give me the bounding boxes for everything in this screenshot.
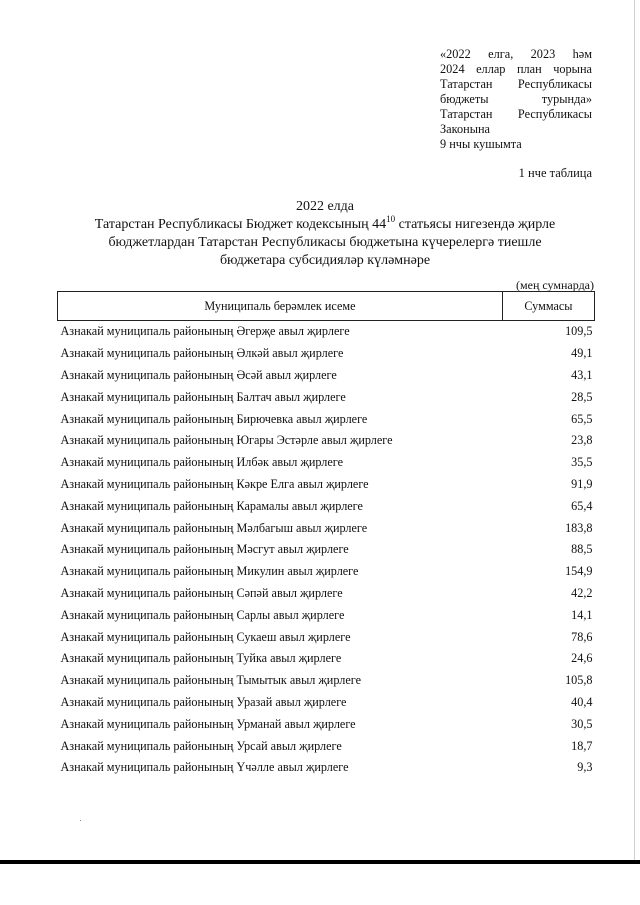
table-row [58, 321, 595, 343]
table-row [58, 648, 595, 670]
table-row [58, 386, 595, 408]
annex-line-3 [440, 77, 592, 92]
row-sum: 28,5 [571, 389, 593, 404]
header-sum: Суммасы [502, 292, 594, 321]
title-superscript: 10 [386, 214, 396, 224]
row-sum: 35,5 [571, 455, 593, 470]
table-header-row [58, 292, 595, 321]
unit-note: (мең сумнарда) [516, 278, 594, 292]
annex-word: һәм [572, 47, 592, 61]
row-name: Азнакай муниципаль районының Үчәлле авыл җирлеге [60, 760, 349, 775]
annex-line-4 [440, 92, 592, 107]
annex-word: еллар [476, 62, 506, 76]
row-sum: 42,2 [571, 585, 593, 600]
table-row [58, 713, 595, 735]
row-name: Азнакай муниципаль районының Кәкре Елга авыл җирлеге [60, 476, 369, 491]
row-name: Азнакай муниципаль районының Бирючевка авыл җирлеге [60, 411, 368, 426]
document-title [70, 198, 580, 270]
table-row [58, 517, 595, 539]
row-name: Азнакай муниципаль районының Сукаеш авыл җирлеге [60, 629, 351, 644]
annex-line-6: Законына [440, 122, 490, 136]
row-name: Азнакай муниципаль районының Уразай авыл җирлеге [60, 694, 347, 709]
row-name: Азнакай муниципаль районының Мәлбагыш авыл җирлеге [60, 520, 368, 535]
row-sum: 183,8 [565, 520, 593, 535]
scan-edge-line [634, 0, 635, 860]
row-sum: 23,8 [571, 433, 593, 448]
row-name: Азнакай муниципаль районының Балтач авыл җирлеге [60, 389, 346, 404]
table-row [58, 343, 595, 365]
annex-word: турында» [541, 92, 592, 106]
title-line-2-end: статьясы нигезендә җирле [395, 217, 556, 232]
title-line-3: бюджетлардан Татарстан Республикасы бюджетына күчерелергә тиешле [108, 235, 542, 250]
annex-word: Республикасы [517, 77, 592, 91]
table-row [58, 692, 595, 714]
title-line-2 [70, 216, 580, 234]
annex-line-2 [440, 62, 592, 77]
row-name: Азнакай муниципаль районының Мәсгут авыл җирлеге [60, 542, 349, 557]
row-name: Азнакай муниципаль районының Илбәк авыл җирлеге [60, 455, 344, 470]
title-line-1: 2022 елда [295, 199, 355, 214]
title-line-2-start: Татарстан Республикасы Бюджет кодексының 44 [94, 217, 387, 232]
header-name: Муниципаль берәмлек исеме [58, 292, 503, 321]
table-row [58, 670, 595, 692]
table-row [58, 539, 595, 561]
row-sum: 65,5 [571, 411, 593, 426]
row-name: Азнакай муниципаль районының Туйка авыл җирлеге [60, 651, 342, 666]
row-sum: 14,1 [571, 607, 593, 622]
row-sum: 65,4 [571, 498, 593, 513]
table-row [58, 430, 595, 452]
annex-word: план [516, 62, 542, 76]
annex-word: чорына [553, 62, 592, 76]
annex-line-1 [440, 47, 592, 62]
annex-line-5 [440, 107, 592, 122]
annex-word: Татарстан [440, 107, 493, 121]
row-name: Азнакай муниципаль районының Сәпәй авыл җирлеге [60, 585, 343, 600]
scan-bottom-edge [0, 860, 640, 864]
table-row [58, 561, 595, 583]
row-sum: 78,6 [571, 629, 593, 644]
row-name: Азнакай муниципаль районының Әсәй авыл җирлеге [60, 367, 337, 382]
table-row [58, 452, 595, 474]
table-row [58, 757, 595, 779]
row-name: Азнакай муниципаль районының Әгерҗе авыл җирлеге [60, 324, 350, 339]
annex-word: 2023 [530, 47, 556, 61]
row-sum: 24,6 [571, 651, 593, 666]
row-sum: 154,9 [565, 564, 593, 579]
row-sum: 109,5 [565, 324, 593, 339]
annex-word: елга, [488, 47, 514, 61]
row-sum: 43,1 [571, 367, 593, 382]
table-row [58, 626, 595, 648]
row-name: Азнакай муниципаль районының Югары Эстәрле авыл җирлеге [60, 433, 393, 448]
table-row [58, 604, 595, 626]
annex-word: 2024 [440, 62, 465, 76]
row-name: Азнакай муниципаль районының Сарлы авыл җирлеге [60, 607, 345, 622]
row-sum: 18,7 [571, 738, 593, 753]
scan-speck [80, 820, 81, 821]
table-row [58, 583, 595, 605]
row-name: Азнакай муниципаль районының Карамалы авыл җирлеге [60, 498, 363, 513]
table-number: 1 нче таблица [518, 166, 592, 180]
table-row [58, 495, 595, 517]
row-name: Азнакай муниципаль районының Тымытык авыл җирлеге [60, 673, 361, 688]
table-row [58, 408, 595, 430]
row-name: Азнакай муниципаль районының Әлкәй авыл җирлеге [60, 346, 344, 361]
row-sum: 105,8 [565, 673, 593, 688]
row-sum: 40,4 [571, 694, 593, 709]
annex-word: Татарстан [440, 77, 493, 91]
row-name: Азнакай муниципаль районының Урсай авыл җирлеге [60, 738, 342, 753]
subsidy-table [57, 291, 595, 779]
annex-word: бюджеты [440, 92, 489, 106]
row-sum: 49,1 [571, 346, 593, 361]
row-sum: 88,5 [571, 542, 593, 557]
row-name: Азнакай муниципаль районының Урманай авыл җирлеге [60, 716, 356, 731]
row-sum: 30,5 [571, 716, 593, 731]
title-line-4: бюджетара субсидияләр күләмнәре [219, 253, 431, 268]
row-sum: 91,9 [571, 476, 593, 491]
row-name: Азнакай муниципаль районының Микулин авыл җирлеге [60, 564, 359, 579]
annex-line-7: 9 нчы кушымта [440, 137, 522, 151]
row-sum: 9,3 [577, 760, 593, 775]
table-row [58, 474, 595, 496]
table-row [58, 735, 595, 757]
table-row [58, 365, 595, 387]
annex-note [440, 47, 592, 152]
annex-word: «2022 [440, 47, 471, 61]
annex-word: Республикасы [517, 107, 592, 121]
